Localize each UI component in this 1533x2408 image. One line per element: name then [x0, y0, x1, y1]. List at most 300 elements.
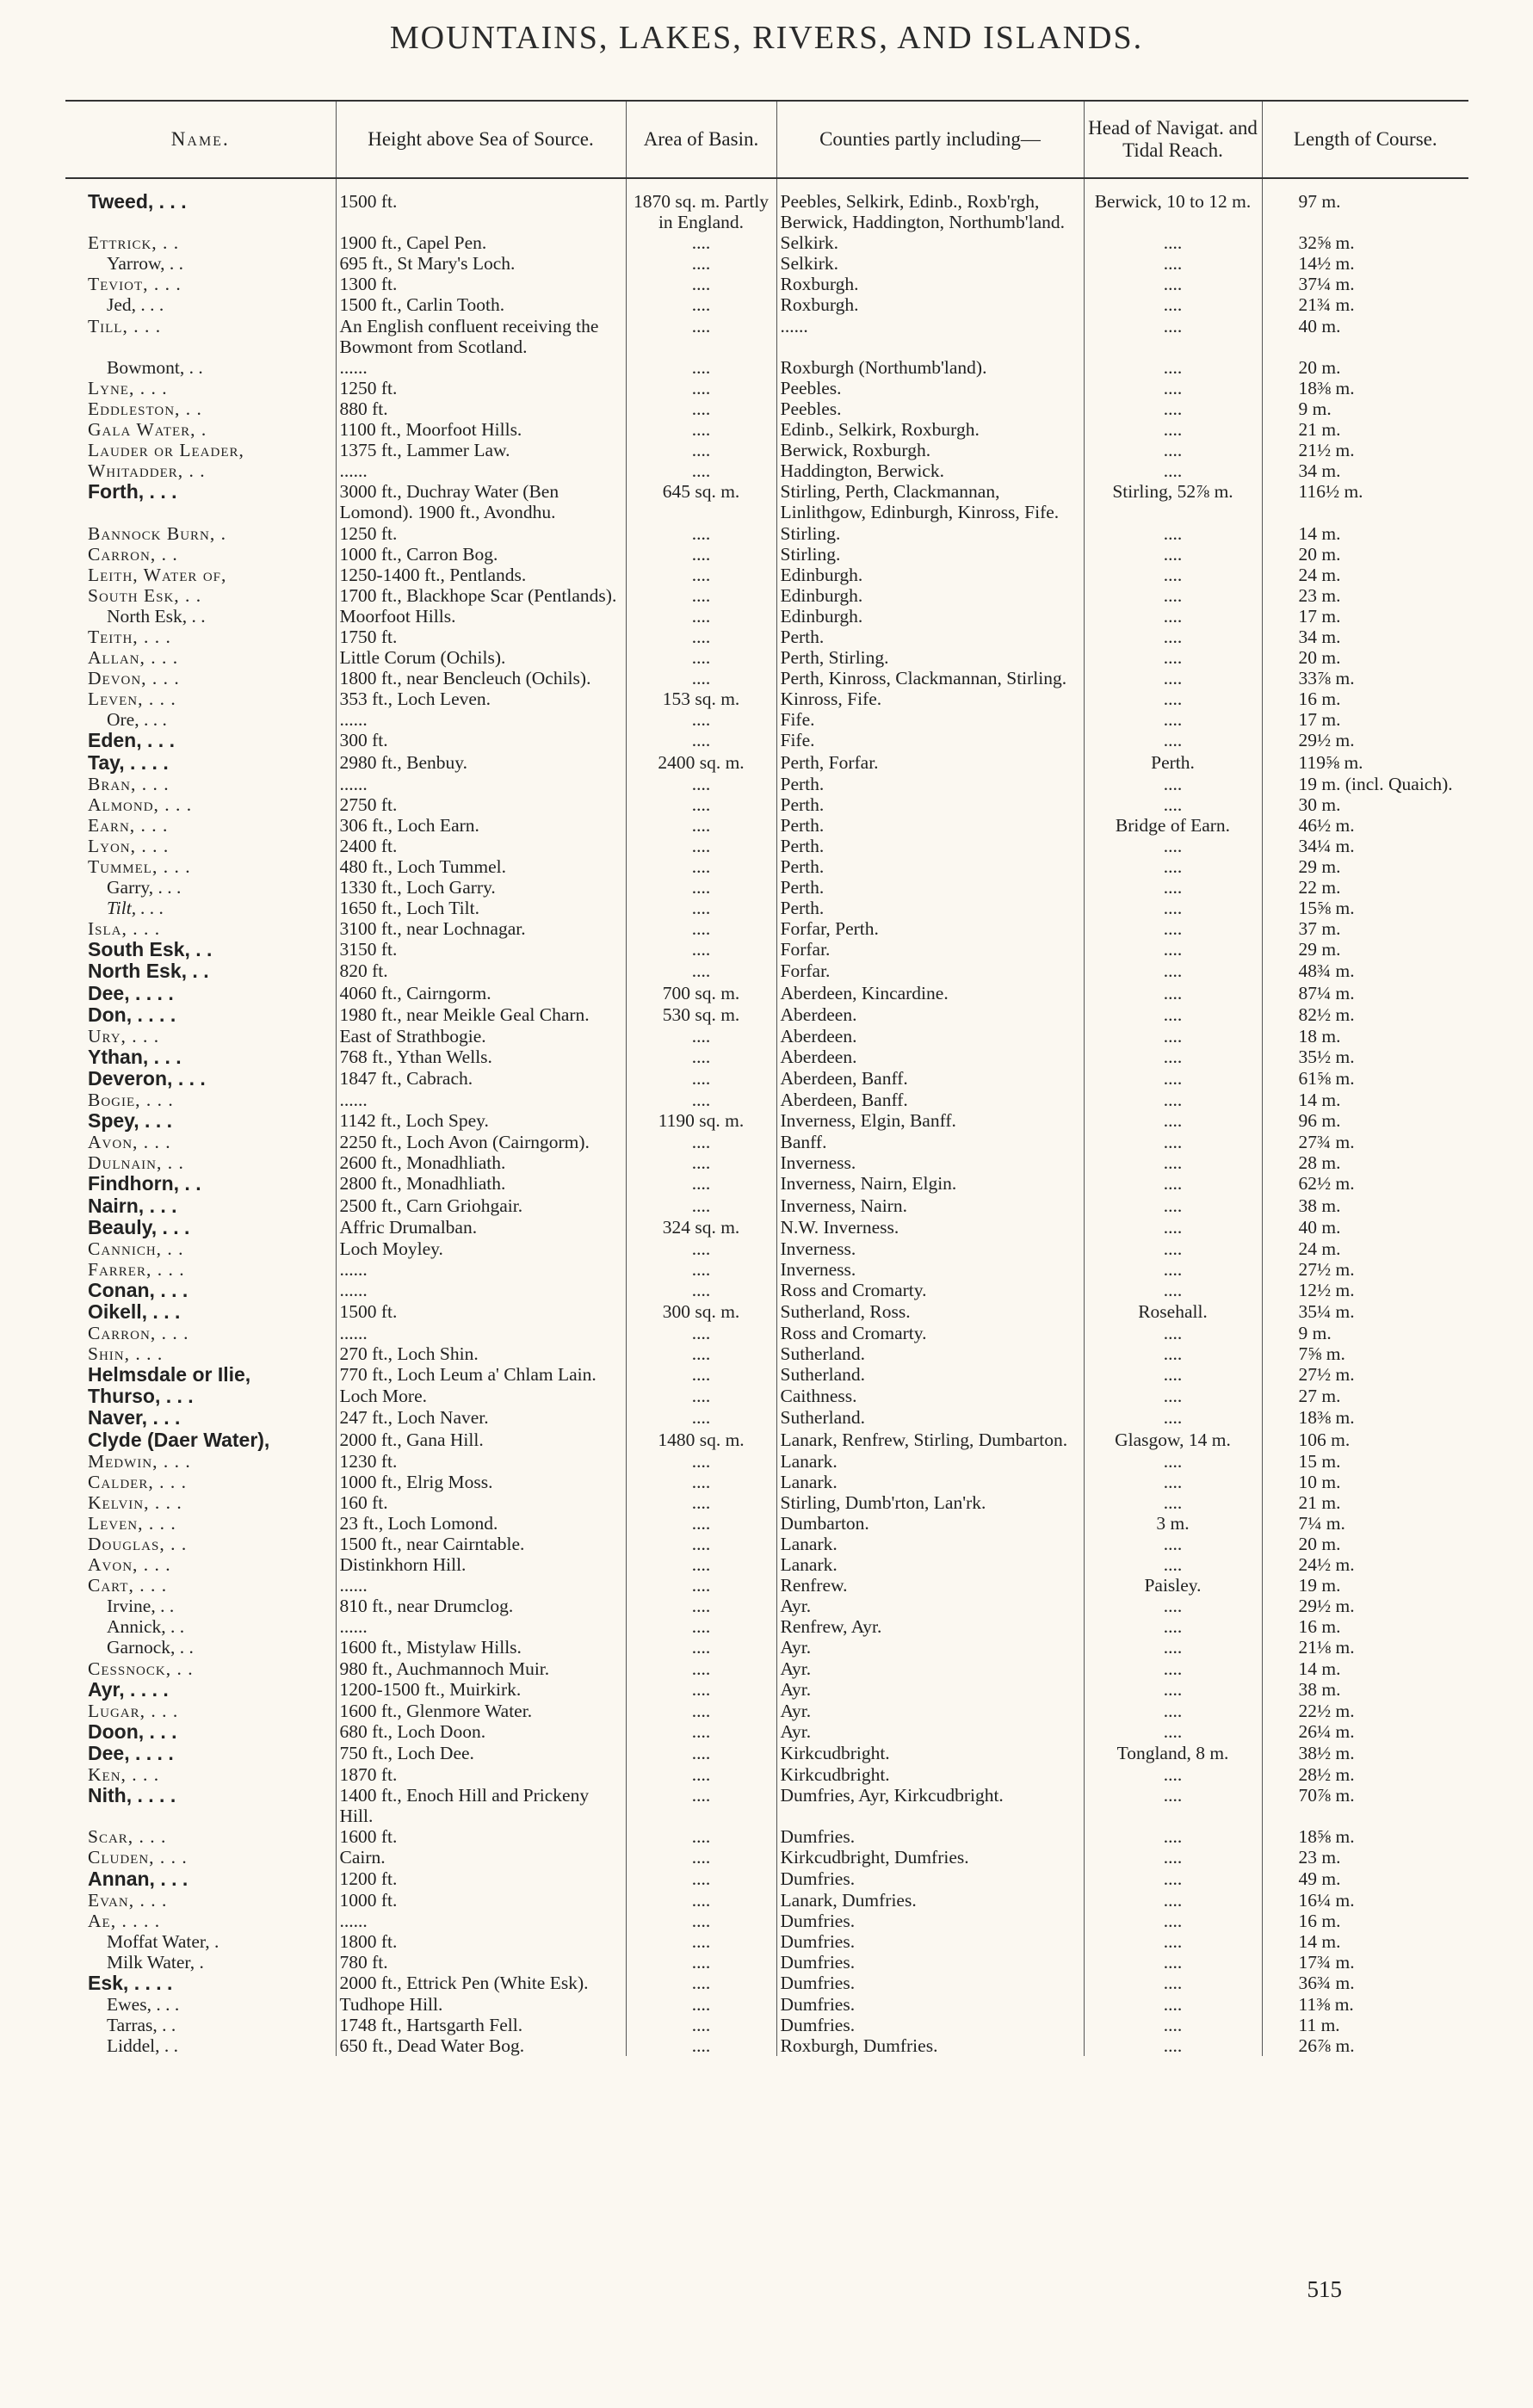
river-name-cell — [65, 1301, 336, 1323]
basin-area-cell: 530 sq. m. — [626, 1004, 776, 1026]
navigation-cell: .... — [1084, 1931, 1262, 1952]
length-cell: 40 m. — [1262, 316, 1468, 357]
source-height-cell: 1250 ft. — [336, 523, 626, 544]
river-name: Leven, . . . — [88, 688, 176, 710]
river-name-cell — [65, 1004, 336, 1026]
source-height-cell: ...... — [336, 1616, 626, 1637]
table-row — [65, 357, 1468, 378]
river-name-cell — [65, 1407, 336, 1429]
basin-area-cell: .... — [626, 460, 776, 481]
basin-area-cell: .... — [626, 1068, 776, 1090]
table-row — [65, 1994, 1468, 2015]
table-row — [65, 1868, 1468, 1890]
river-name: Ettrick, . . — [88, 232, 180, 254]
table-row — [65, 1090, 1468, 1110]
counties-cell: Lanark. — [776, 1472, 1084, 1492]
length-cell: 29½ m. — [1262, 730, 1468, 751]
table-row — [65, 1637, 1468, 1658]
counties-cell: Peebles. — [776, 398, 1084, 419]
source-height-cell: ...... — [336, 1259, 626, 1280]
counties-cell: Kirkcudbright. — [776, 1743, 1084, 1764]
length-cell: 15⅝ m. — [1262, 898, 1468, 918]
length-cell: 62½ m. — [1262, 1173, 1468, 1195]
navigation-cell: .... — [1084, 918, 1262, 939]
counties-cell: Inverness. — [776, 1152, 1084, 1173]
length-cell: 14 m. — [1262, 523, 1468, 544]
navigation-cell: .... — [1084, 1364, 1262, 1386]
table-row — [65, 1217, 1468, 1238]
river-name-cell — [65, 1429, 336, 1451]
source-height-cell: ...... — [336, 357, 626, 378]
counties-cell: Aberdeen, Banff. — [776, 1090, 1084, 1110]
source-height-cell: 1500 ft., Carlin Tooth. — [336, 294, 626, 315]
source-height-cell: 2800 ft., Monadhliath. — [336, 1173, 626, 1195]
basin-area-cell: 1480 sq. m. — [626, 1429, 776, 1451]
river-name: North Esk, . . — [107, 605, 206, 627]
river-name: Teith, . . . — [88, 626, 171, 647]
basin-area-cell: .... — [626, 647, 776, 668]
navigation-cell: .... — [1084, 774, 1262, 794]
basin-area-cell: .... — [626, 1637, 776, 1658]
table-row — [65, 565, 1468, 585]
navigation-cell: .... — [1084, 2015, 1262, 2035]
river-name: Tweed, . . . — [88, 191, 187, 213]
river-name-cell — [65, 2035, 336, 2056]
source-height-cell: Little Corum (Ochils). — [336, 647, 626, 668]
basin-area-cell: .... — [626, 1890, 776, 1911]
table-row — [65, 253, 1468, 274]
navigation-cell: .... — [1084, 1090, 1262, 1110]
length-cell: 29 m. — [1262, 939, 1468, 960]
basin-area-cell: .... — [626, 898, 776, 918]
navigation-cell: .... — [1084, 544, 1262, 565]
counties-cell: Dumfries, Ayr, Kirkcudbright. — [776, 1785, 1084, 1826]
counties-cell: Inverness. — [776, 1238, 1084, 1259]
length-cell: 19 m. (incl. Quaich). — [1262, 774, 1468, 794]
river-name: Bogie, . . . — [88, 1090, 174, 1111]
source-height-cell: 480 ft., Loch Tummel. — [336, 856, 626, 877]
basin-area-cell: .... — [626, 1658, 776, 1679]
length-cell: 28½ m. — [1262, 1764, 1468, 1785]
river-name: Leith, Water of, — [88, 564, 227, 585]
river-name-cell — [65, 1952, 336, 1973]
table-row — [65, 815, 1468, 836]
basin-area-cell: .... — [626, 378, 776, 398]
counties-cell: Dumfries. — [776, 1911, 1084, 1931]
table-row — [65, 1596, 1468, 1616]
table-row — [65, 1132, 1468, 1152]
river-name: Garry, . . . — [107, 877, 182, 898]
basin-area-cell: .... — [626, 1323, 776, 1343]
counties-cell: Ayr. — [776, 1679, 1084, 1701]
counties-cell: Edinburgh. — [776, 606, 1084, 627]
source-height-cell: 1650 ft., Loch Tilt. — [336, 898, 626, 918]
table-row — [65, 1743, 1468, 1764]
length-cell: 34¼ m. — [1262, 836, 1468, 856]
counties-cell: Ross and Cromarty. — [776, 1280, 1084, 1301]
table-row — [65, 1575, 1468, 1596]
counties-cell: Ayr. — [776, 1701, 1084, 1721]
counties-cell: Roxburgh (Northumb'land). — [776, 357, 1084, 378]
source-height-cell: 2000 ft., Gana Hill. — [336, 1429, 626, 1451]
basin-area-cell: .... — [626, 1386, 776, 1407]
column-header-name: Name. — [65, 101, 336, 178]
basin-area-cell: .... — [626, 1575, 776, 1596]
river-name-cell — [65, 1451, 336, 1472]
basin-area-cell: .... — [626, 1931, 776, 1952]
basin-area-cell: 300 sq. m. — [626, 1301, 776, 1323]
basin-area-cell: .... — [626, 1764, 776, 1785]
river-name: Teviot, . . . — [88, 274, 182, 295]
table-row — [65, 1386, 1468, 1407]
table-body — [65, 178, 1468, 2056]
table-row — [65, 1173, 1468, 1195]
source-height-cell: 1250-1400 ft., Pentlands. — [336, 565, 626, 585]
navigation-cell: .... — [1084, 730, 1262, 751]
table-row — [65, 1911, 1468, 1931]
source-height-cell: ...... — [336, 1575, 626, 1596]
table-row — [65, 918, 1468, 939]
river-name: Doon, . . . — [88, 1720, 177, 1743]
length-cell: 18⅜ m. — [1262, 378, 1468, 398]
river-name-cell — [65, 1785, 336, 1826]
table-row — [65, 481, 1468, 522]
river-name: Evan, . . . — [88, 1889, 168, 1911]
navigation-cell: Glasgow, 14 m. — [1084, 1429, 1262, 1451]
counties-cell: Dumbarton. — [776, 1513, 1084, 1534]
counties-cell: Ayr. — [776, 1596, 1084, 1616]
river-name: Deveron, . . . — [88, 1067, 206, 1090]
basin-area-cell: .... — [626, 1280, 776, 1301]
river-name-cell — [65, 939, 336, 960]
navigation-cell: .... — [1084, 460, 1262, 481]
length-cell: 11⅜ m. — [1262, 1994, 1468, 2015]
river-name-cell — [65, 1026, 336, 1047]
length-cell: 38 m. — [1262, 1195, 1468, 1217]
basin-area-cell: .... — [626, 1152, 776, 1173]
source-height-cell: 4060 ft., Cairngorm. — [336, 983, 626, 1004]
basin-area-cell: .... — [626, 1238, 776, 1259]
counties-cell: Perth. — [776, 815, 1084, 836]
counties-cell: Dumfries. — [776, 1826, 1084, 1847]
source-height-cell: 1300 ft. — [336, 274, 626, 294]
river-name-cell — [65, 1554, 336, 1575]
river-name-cell — [65, 815, 336, 836]
length-cell: 16¼ m. — [1262, 1890, 1468, 1911]
river-name: Bran, . . . — [88, 773, 170, 794]
river-name-cell — [65, 709, 336, 730]
river-name: Almond, . . . — [88, 793, 193, 815]
river-name-cell — [65, 191, 336, 232]
navigation-cell: .... — [1084, 709, 1262, 730]
navigation-cell: .... — [1084, 1721, 1262, 1743]
river-name: Cannich, . . — [88, 1238, 184, 1259]
length-cell: 48¾ m. — [1262, 960, 1468, 982]
source-height-cell: Loch More. — [336, 1386, 626, 1407]
table-row — [65, 1259, 1468, 1280]
rivers-table — [65, 100, 1468, 2056]
table-row — [65, 1004, 1468, 1026]
length-cell: 7¼ m. — [1262, 1513, 1468, 1534]
counties-cell: Fife. — [776, 730, 1084, 751]
navigation-cell: .... — [1084, 440, 1262, 460]
length-cell: 20 m. — [1262, 544, 1468, 565]
river-name: Avon, . . . — [88, 1132, 171, 1153]
counties-cell: Peebles. — [776, 378, 1084, 398]
river-name: South Esk, . . — [88, 939, 213, 961]
counties-cell: Inverness, Nairn, Elgin. — [776, 1173, 1084, 1195]
navigation-cell: .... — [1084, 877, 1262, 898]
river-name-cell — [65, 774, 336, 794]
river-name: Carron, . . — [88, 543, 178, 565]
length-cell: 40 m. — [1262, 1217, 1468, 1238]
length-cell: 14½ m. — [1262, 253, 1468, 274]
basin-area-cell: .... — [626, 1472, 776, 1492]
length-cell: 35½ m. — [1262, 1047, 1468, 1068]
table-row — [65, 274, 1468, 294]
river-name: Till, . . . — [88, 315, 162, 337]
river-name: Don, . . . . — [88, 1003, 176, 1026]
table-row — [65, 1068, 1468, 1090]
river-name: Tarras, . . — [107, 2015, 176, 2036]
length-cell: 27¾ m. — [1262, 1132, 1468, 1152]
basin-area-cell: .... — [626, 1534, 776, 1554]
counties-cell: Dumfries. — [776, 1973, 1084, 1994]
river-name-cell — [65, 1323, 336, 1343]
river-name-cell — [65, 1637, 336, 1658]
length-cell: 22 m. — [1262, 877, 1468, 898]
counties-cell: Dumfries. — [776, 2015, 1084, 2035]
river-name-cell — [65, 627, 336, 647]
river-name-cell — [65, 1679, 336, 1701]
source-height-cell: 695 ft., St Mary's Loch. — [336, 253, 626, 274]
basin-area-cell: .... — [626, 1047, 776, 1068]
river-name: South Esk, . . — [88, 584, 202, 606]
river-name-cell — [65, 316, 336, 357]
river-name: Irvine, . . — [107, 1596, 175, 1617]
river-name: Thurso, . . . — [88, 1386, 194, 1408]
river-name: Medwin, . . . — [88, 1450, 191, 1472]
basin-area-cell: .... — [626, 316, 776, 357]
navigation-cell: .... — [1084, 1616, 1262, 1637]
length-cell: 32⅝ m. — [1262, 232, 1468, 253]
navigation-cell: .... — [1084, 1407, 1262, 1429]
navigation-cell: .... — [1084, 1259, 1262, 1280]
table-row — [65, 398, 1468, 419]
navigation-cell: .... — [1084, 1217, 1262, 1238]
column-header-navigation: Head of Navigat. and Tidal Reach. — [1084, 101, 1262, 178]
table-row — [65, 1534, 1468, 1554]
river-name: Lugar, . . . — [88, 1700, 179, 1721]
basin-area-cell: 1190 sq. m. — [626, 1110, 776, 1132]
table-row — [65, 1110, 1468, 1132]
length-cell: 9 m. — [1262, 1323, 1468, 1343]
table-row — [65, 1952, 1468, 1973]
source-height-cell: ...... — [336, 774, 626, 794]
length-cell: 17 m. — [1262, 709, 1468, 730]
table-row — [65, 1931, 1468, 1952]
counties-cell: Peebles, Selkirk, Edinb., Roxb'rgh, Berwick, Haddington, Northumb'land. — [776, 191, 1084, 232]
table-row — [65, 939, 1468, 960]
river-name-cell — [65, 960, 336, 982]
basin-area-cell: .... — [626, 1173, 776, 1195]
river-name: Douglas, . . — [88, 1534, 188, 1554]
source-height-cell: 1250 ft. — [336, 378, 626, 398]
navigation-cell: .... — [1084, 232, 1262, 253]
counties-cell: Perth, Forfar. — [776, 752, 1084, 774]
navigation-cell: .... — [1084, 1911, 1262, 1931]
source-height-cell: 810 ft., near Drumclog. — [336, 1596, 626, 1616]
navigation-cell: .... — [1084, 627, 1262, 647]
river-name-cell — [65, 1701, 336, 1721]
river-name: Annick, . . — [107, 1616, 185, 1638]
table-row — [65, 983, 1468, 1004]
length-cell: 12½ m. — [1262, 1280, 1468, 1301]
source-height-cell: 306 ft., Loch Earn. — [336, 815, 626, 836]
length-cell: 119⅝ m. — [1262, 752, 1468, 774]
counties-cell: Sutherland, Ross. — [776, 1301, 1084, 1323]
navigation-cell: .... — [1084, 1068, 1262, 1090]
navigation-cell: .... — [1084, 1472, 1262, 1492]
counties-cell: Dumfries. — [776, 1994, 1084, 2015]
table-row — [65, 1364, 1468, 1386]
length-cell: 21¾ m. — [1262, 294, 1468, 315]
river-name-cell — [65, 2015, 336, 2035]
river-name-cell — [65, 1826, 336, 1847]
counties-cell: Edinb., Selkirk, Roxburgh. — [776, 419, 1084, 440]
navigation-cell: .... — [1084, 983, 1262, 1004]
basin-area-cell: .... — [626, 253, 776, 274]
navigation-cell: .... — [1084, 668, 1262, 688]
counties-cell: Roxburgh. — [776, 294, 1084, 315]
source-height-cell: 1230 ft. — [336, 1451, 626, 1472]
basin-area-cell: .... — [626, 856, 776, 877]
river-name: Moffat Water, . — [107, 1930, 219, 1952]
river-name-cell — [65, 1764, 336, 1785]
table-row — [65, 709, 1468, 730]
column-header-length: Length of Course. — [1262, 101, 1468, 178]
source-height-cell: Tudhope Hill. — [336, 1994, 626, 2015]
counties-cell: Perth. — [776, 774, 1084, 794]
river-name-cell — [65, 856, 336, 877]
navigation-cell: .... — [1084, 585, 1262, 606]
length-cell: 19 m. — [1262, 1575, 1468, 1596]
basin-area-cell: .... — [626, 2035, 776, 2056]
source-height-cell: An English confluent receiving the Bowmont from Scotland. — [336, 316, 626, 357]
source-height-cell: 1500 ft., near Cairntable. — [336, 1534, 626, 1554]
basin-area-cell: .... — [626, 794, 776, 815]
length-cell: 21½ m. — [1262, 440, 1468, 460]
river-name-cell — [65, 440, 336, 460]
table-row — [65, 1407, 1468, 1429]
river-name-cell — [65, 1047, 336, 1068]
basin-area-cell: .... — [626, 918, 776, 939]
river-name: Bannock Burn, . — [88, 522, 227, 544]
length-cell: 97 m. — [1262, 191, 1468, 232]
basin-area-cell: .... — [626, 627, 776, 647]
table-row — [65, 1658, 1468, 1679]
basin-area-cell: .... — [626, 523, 776, 544]
length-cell: 34 m. — [1262, 627, 1468, 647]
counties-cell: Aberdeen, Banff. — [776, 1068, 1084, 1090]
basin-area-cell: .... — [626, 1090, 776, 1110]
source-height-cell: 3000 ft., Duchray Water (Ben Lomond). 1900 ft., Avondhu. — [336, 481, 626, 522]
river-name-cell — [65, 1513, 336, 1534]
length-cell: 23 m. — [1262, 1847, 1468, 1868]
river-name-cell — [65, 523, 336, 544]
source-height-cell: 1000 ft., Carron Bog. — [336, 544, 626, 565]
counties-cell: Aberdeen. — [776, 1004, 1084, 1026]
length-cell: 96 m. — [1262, 1110, 1468, 1132]
basin-area-cell: .... — [626, 1616, 776, 1637]
navigation-cell: .... — [1084, 1173, 1262, 1195]
table-row — [65, 460, 1468, 481]
basin-area-cell: .... — [626, 877, 776, 898]
length-cell: 22½ m. — [1262, 1701, 1468, 1721]
navigation-cell: .... — [1084, 856, 1262, 877]
navigation-cell: .... — [1084, 1280, 1262, 1301]
source-height-cell: 1400 ft., Enoch Hill and Prickeny Hill. — [336, 1785, 626, 1826]
river-name: Dee, . . . . — [88, 1742, 174, 1764]
table-row — [65, 1280, 1468, 1301]
navigation-cell: .... — [1084, 1238, 1262, 1259]
source-height-cell: 270 ft., Loch Shin. — [336, 1343, 626, 1364]
length-cell: 7⅝ m. — [1262, 1343, 1468, 1364]
navigation-cell: Rosehall. — [1084, 1301, 1262, 1323]
river-name: Carron, . . . — [88, 1323, 189, 1344]
table-row — [65, 1026, 1468, 1047]
counties-cell: Edinburgh. — [776, 565, 1084, 585]
basin-area-cell: .... — [626, 1911, 776, 1931]
navigation-cell: .... — [1084, 1554, 1262, 1575]
source-height-cell: 1700 ft., Blackhope Scar (Pentlands). — [336, 585, 626, 606]
river-name-cell — [65, 378, 336, 398]
river-name-cell — [65, 1847, 336, 1868]
source-height-cell: 1870 ft. — [336, 1764, 626, 1785]
navigation-cell: .... — [1084, 688, 1262, 709]
basin-area-cell: .... — [626, 774, 776, 794]
navigation-cell: .... — [1084, 1994, 1262, 2015]
basin-area-cell: 2400 sq. m. — [626, 752, 776, 774]
river-name: Eddleston, . . — [88, 398, 202, 419]
source-height-cell: 650 ft., Dead Water Bog. — [336, 2035, 626, 2056]
basin-area-cell: .... — [626, 1596, 776, 1616]
river-name-cell — [65, 1132, 336, 1152]
river-name-cell — [65, 1280, 336, 1301]
length-cell: 116½ m. — [1262, 481, 1468, 522]
counties-cell: Banff. — [776, 1132, 1084, 1152]
river-name: Earn, . . . — [88, 814, 169, 836]
length-cell: 21 m. — [1262, 1492, 1468, 1513]
river-name-cell — [65, 1743, 336, 1764]
counties-cell: Forfar. — [776, 960, 1084, 982]
table-row — [65, 1492, 1468, 1513]
counties-cell: Fife. — [776, 709, 1084, 730]
basin-area-cell: .... — [626, 1026, 776, 1047]
length-cell: 33⅞ m. — [1262, 668, 1468, 688]
basin-area-cell: .... — [626, 1994, 776, 2015]
length-cell: 37¼ m. — [1262, 274, 1468, 294]
basin-area-cell: .... — [626, 357, 776, 378]
navigation-cell: .... — [1084, 274, 1262, 294]
source-height-cell: Distinkhorn Hill. — [336, 1554, 626, 1575]
river-name: Gala Water, . — [88, 419, 207, 441]
counties-cell: Ayr. — [776, 1658, 1084, 1679]
counties-cell: Renfrew. — [776, 1575, 1084, 1596]
river-name: Beauly, . . . — [88, 1216, 190, 1238]
river-name-cell — [65, 1068, 336, 1090]
table-row — [65, 1047, 1468, 1068]
